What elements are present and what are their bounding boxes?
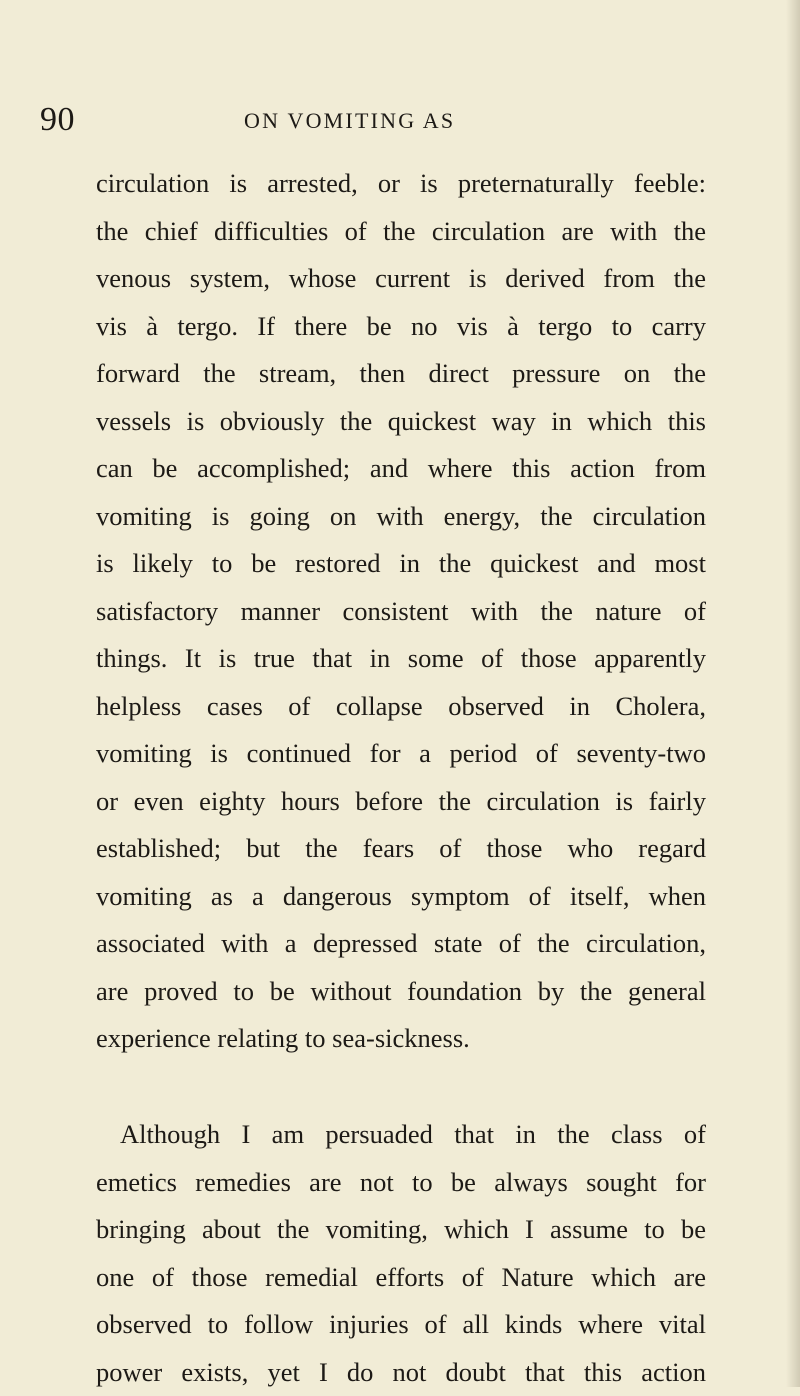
text-line: vomiting is going on with energy, the circulation <box>96 493 706 541</box>
text-line: vessels is obviously the quickest way in which this <box>96 398 706 446</box>
page-number: 90 <box>40 100 75 140</box>
text-line: circulation is arrested, or is preternaturally feeble: <box>96 160 706 208</box>
text-line: observed to follow injuries of all kinds where vital <box>96 1301 706 1349</box>
text-line: or even eighty hours before the circulation is fairly <box>96 778 706 826</box>
running-head <box>40 100 760 140</box>
text-line: emetics remedies are not to be always sought for <box>96 1159 706 1207</box>
text-line: satisfactory manner consistent with the nature of <box>96 588 706 636</box>
text-line: helpless cases of collapse observed in Cholera, <box>96 683 706 731</box>
paragraph-continued <box>96 160 706 1063</box>
text-line: vis à tergo. If there be no vis à tergo to carry <box>96 303 706 351</box>
text-line: the chief difficulties of the circulation are with the <box>96 208 706 256</box>
text-line: Although I am persuaded that in the class of <box>96 1111 706 1159</box>
text-line: vomiting as a dangerous symptom of itself, when <box>96 873 706 921</box>
page-edge-shadow <box>786 0 800 1387</box>
text-line: bringing about the vomiting, which I assume to be <box>96 1206 706 1254</box>
text-line: things. It is true that in some of those apparently <box>96 635 706 683</box>
text-line: vomiting is continued for a period of seventy-two <box>96 730 706 778</box>
text-line: can be accomplished; and where this action from <box>96 445 706 493</box>
text-line: one of those remedial efforts of Nature which are <box>96 1254 706 1302</box>
text-line: experience relating to sea-sickness. <box>96 1015 706 1063</box>
text-line: established; but the fears of those who regard <box>96 825 706 873</box>
running-title: ON VOMITING AS <box>244 106 455 136</box>
paragraph <box>96 1111 706 1396</box>
text-line: associated with a depressed state of the circulation, <box>96 920 706 968</box>
text-line: is likely to be restored in the quickest and most <box>96 540 706 588</box>
text-line: power exists, yet I do not doubt that this action <box>96 1349 706 1396</box>
text-line: are proved to be without foundation by the general <box>96 968 706 1016</box>
text-line: venous system, whose current is derived from the <box>96 255 706 303</box>
text-line: forward the stream, then direct pressure on the <box>96 350 706 398</box>
